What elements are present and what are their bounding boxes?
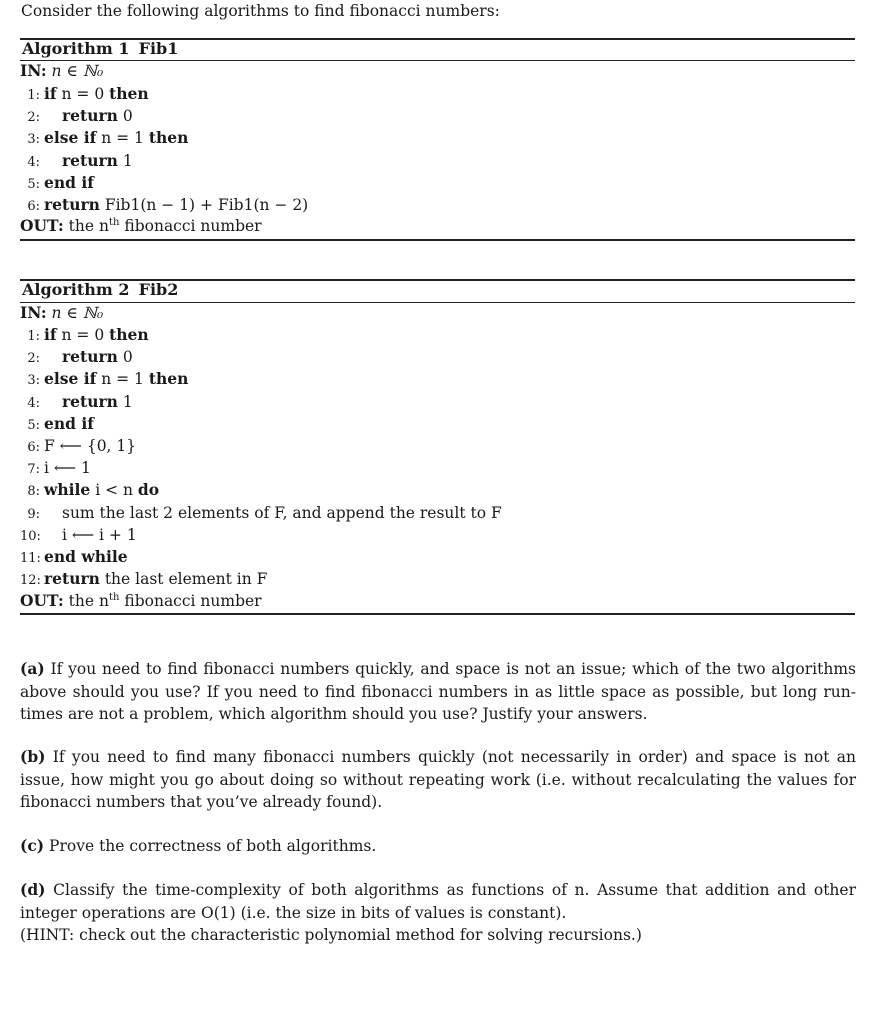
algo1-line-keyword: return: [44, 195, 100, 214]
question-b-text: If you need to find many fibonacci numbers quickly (not necessarily in order) and space is not an issue, how might you go about doing so without repeating work (i.e. without recalculating the values for fibonacci numbers that you’ve already found).: [20, 748, 856, 811]
algo2-line-keyword: return: [62, 347, 118, 367]
algo1-line-text: n = 1: [96, 129, 149, 148]
algo2-line-number: 5:: [27, 417, 40, 433]
algo2-out-post: fibonacci number: [119, 592, 262, 610]
algo2-line-text: the last element in F: [99, 570, 268, 589]
algo2-line-keyword: else if: [44, 369, 97, 389]
algo2-line: [20, 324, 149, 346]
algo2-out-pre: the n: [68, 592, 109, 610]
algo2-line: [20, 524, 137, 546]
algo2-in-line: [20, 302, 103, 324]
algo1-out-label: OUT:: [20, 216, 64, 235]
question-d-label: (d): [20, 880, 46, 899]
algo2-in-label: IN:: [20, 303, 47, 322]
question-c-label: (c): [20, 836, 45, 855]
algo2-line-text: sum the last 2 elements of F, and append the result to F: [62, 503, 502, 522]
algo2-line-number: 1:: [27, 329, 40, 344]
algo2-line-keyword: return: [44, 569, 100, 589]
algo1-line-number: 6:: [27, 199, 40, 214]
algo1-line-keyword: if: [44, 84, 57, 103]
algo2-in-expr: n ∈ ℕ₀: [51, 304, 104, 322]
algo2-line-keyword-end: do: [137, 480, 160, 500]
algo1-in-expr: n ∈ ℕ₀: [51, 62, 104, 80]
algo2-title-label: Algorithm 2: [22, 280, 130, 299]
algo1-line-text: 1: [117, 151, 133, 170]
algo2-line-text: 0: [117, 348, 133, 367]
algo2-line-number: 11:: [20, 551, 41, 566]
algo2-line-number: 9:: [27, 506, 40, 522]
algo2-line-number: 3:: [27, 373, 40, 389]
algo2-line-keyword: end if: [44, 413, 94, 433]
algorithm-2-block: [20, 0, 855, 620]
algo1-title-label: Algorithm 1: [22, 39, 130, 58]
algo2-line-keyword-end: then: [148, 369, 189, 389]
question-a: [20, 658, 856, 726]
algo2-line-keyword-end: then: [109, 325, 149, 344]
algo1-line-text: Fib1(n − 1) + Fib1(n − 2): [99, 196, 309, 214]
algo2-line-keyword: while: [44, 480, 91, 500]
algo2-line-text: n = 0: [56, 326, 110, 344]
algo2-line-keyword: return: [62, 391, 118, 411]
algo1-line-keyword-end: then: [148, 128, 189, 148]
algo1-line-number: 5:: [27, 176, 40, 192]
algo1-title-name: Fib1: [138, 39, 179, 58]
algo2-bottom-rule: [20, 613, 855, 615]
algo2-line-number: 8:: [27, 484, 40, 500]
algo1-line-number: 4:: [27, 154, 40, 170]
algo1-line-keyword: end if: [44, 172, 94, 192]
algo1-line-text: 0: [117, 107, 133, 126]
algo1-line-keyword: else if: [44, 128, 97, 148]
question-d-text: Classify the time-complexity of both algorithms as functions of n. Assume that addition and other integer operations are O(1) (i.e. the size in bits of values is constant).: [20, 881, 856, 922]
algo1-out-sup: th: [108, 216, 120, 228]
algo2-line-text: F ⟵ {0, 1}: [44, 437, 137, 455]
algo2-line-text: i < n: [90, 481, 138, 500]
question-d: [20, 879, 856, 947]
algo1-in-label: IN:: [20, 61, 47, 80]
algo1-line-keyword-end: then: [109, 84, 149, 103]
algo2-out-label: OUT:: [20, 591, 64, 610]
algo2-line-keyword: end while: [44, 547, 128, 566]
algo2-line-text: 1: [117, 392, 133, 411]
algo2-line-number: 4:: [27, 395, 40, 411]
algo1-line-keyword: return: [62, 106, 118, 126]
algo2-line-keyword: if: [44, 325, 57, 344]
algo1-out-post: fibonacci number: [119, 217, 262, 235]
algo2-line: [20, 568, 267, 590]
question-b-label: (b): [20, 747, 46, 766]
question-a-text: If you need to find fibonacci numbers quickly, and space is not an issue; which of the two algorithms above should you use? If you need to find fibonacci numbers in as little space as possible, but long run-times are not a problem, which algorithm should you use? Justify your answers.: [20, 660, 856, 723]
algo2-line-number: 10:: [20, 528, 41, 544]
algo1-line-number: 3:: [27, 132, 40, 148]
algo2-line: [20, 546, 128, 568]
algo2-out-sup: th: [108, 591, 120, 603]
algo2-line: [20, 413, 94, 435]
algo2-title: [22, 280, 178, 299]
question-a-label: (a): [20, 659, 45, 678]
algo2-line-number: 12:: [20, 573, 41, 589]
algo2-line: [20, 346, 133, 368]
algo2-line: [20, 457, 91, 479]
question-c: [20, 835, 856, 858]
algo2-line-text: i ⟵ 1: [44, 459, 91, 478]
algo2-line-number: 7:: [27, 462, 40, 478]
algo1-line-number: 1:: [27, 88, 40, 103]
algo2-line-number: 6:: [27, 440, 40, 455]
question-b: [20, 746, 856, 814]
algo2-out-line: [20, 590, 262, 612]
algo2-line-text: n = 1: [96, 370, 149, 389]
algo2-header-rule: [20, 302, 855, 303]
algo2-line: [20, 368, 188, 390]
question-c-text: Prove the correctness of both algorithms.: [44, 837, 377, 855]
algo2-line: [20, 391, 133, 413]
algo2-line: [20, 502, 502, 524]
algo2-line: [20, 435, 136, 457]
algo2-line: [20, 479, 159, 501]
algo1-line-keyword: return: [62, 150, 118, 170]
question-d-hint: (HINT: check out the characteristic polynomial method for solving recursions.): [20, 926, 642, 944]
intro-text: Consider the following algorithms to find fibonacci numbers:: [21, 2, 500, 20]
algo1-out-pre: the n: [68, 217, 109, 235]
algo2-line-text: i ⟵ i + 1: [62, 525, 137, 544]
algo2-title-name: Fib2: [138, 280, 179, 299]
algo2-line-number: 2:: [27, 351, 40, 367]
algo1-line-text: n = 0: [56, 85, 110, 103]
algo1-line-number: 2:: [27, 110, 40, 126]
